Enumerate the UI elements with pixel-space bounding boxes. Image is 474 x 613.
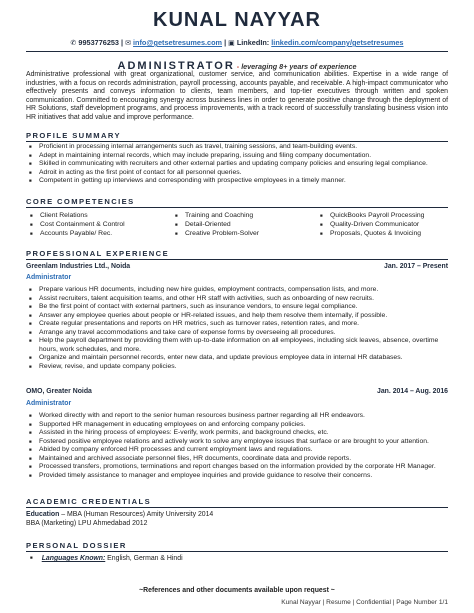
job-header bbox=[26, 388, 448, 395]
list-item: ■ Assist recruiters, talent acquisition teams, and other HR staff with activities, such as onboarding of new recruits. bbox=[26, 295, 448, 304]
competencies-grid bbox=[26, 211, 448, 238]
section-heading-academic-credentials: ACADEMIC CREDENTIALS bbox=[26, 497, 448, 508]
headline-title: ADMINISTRATOR bbox=[117, 60, 235, 72]
competency-item: ■ Client Relations bbox=[26, 211, 171, 220]
list-item: ■ Prepare various HR documents, including new hire guides, employment contracts, compensation lists, and more. bbox=[26, 286, 448, 295]
list-item: ■ Help the payroll department by providing them with up-to-date information on all employees, including sick leaves, absence, overtime hours, work schedules, and more. bbox=[26, 337, 448, 354]
list-item: ■ Review, revise, and update company policies. bbox=[26, 363, 448, 372]
email-link[interactable]: info@getsetresumes.com bbox=[133, 38, 223, 47]
competency-item: ■ Training and Coaching bbox=[171, 211, 316, 220]
languages-value: English, German & Hindi bbox=[105, 555, 183, 562]
competency-item: ■ Detail-Oriented bbox=[171, 220, 316, 229]
email-icon: ✉ bbox=[125, 40, 131, 47]
education-label: Education bbox=[26, 511, 60, 518]
headline-dash: - bbox=[234, 62, 242, 71]
list-item: ■ Supported HR management in educating employees on and enforcing company policies. bbox=[26, 421, 448, 430]
list-item: ■ Be the first point of contact with external partners, such as insurance vendors, to ensure legal compliance. bbox=[26, 303, 448, 312]
section-heading-core-competencies: CORE COMPETENCIES bbox=[26, 197, 448, 208]
list-item: ■ Fostered positive employee relations and actively work to solve any employee issues that surface or are brought to your attention. bbox=[26, 438, 448, 447]
competency-item: ■ Accounts Payable/ Rec. bbox=[26, 229, 171, 238]
list-item: ■ Worked directly with and report to the senior human resources business partner regarding all HR endeavors. bbox=[26, 412, 448, 421]
list-item: ■ Proficient in processing internal arrangements such as travel, training sessions, and team-building events. bbox=[26, 143, 448, 152]
list-item: ■ Organize and maintain personnel records, enter new data, and update previous employee data in internal HR databases. bbox=[26, 354, 448, 363]
competency-item: ■ QuickBooks Payroll Processing bbox=[316, 211, 456, 220]
separator: | bbox=[121, 38, 124, 47]
education-degree: MBA (Human Resources) Amity University 2014 bbox=[66, 511, 214, 518]
list-item: ■ Abided by company enforced HR processes and current employment laws and regulations. bbox=[26, 446, 448, 455]
job-bullets bbox=[26, 286, 448, 371]
company-name: Greenlam Industries Ltd., Noida bbox=[26, 263, 131, 270]
section-heading-personal-dossier: PERSONAL DOSSIER bbox=[26, 541, 448, 552]
job-header bbox=[26, 263, 448, 270]
summary-paragraph: Administrative professional with great organizational, customer service, and communication abilities. Expertise in a wide range of industries, with a focus on records administration, payroll processing, accounts payable, and receivable. A high-impact communicator who effectively presents and conveys information to clients, team members, and top-tier executives through written and spoken communication. Committed to encouraging synergy across business lines in order to generate positive change through the deployment of HR Solutions, staff development programs, and process improvements, with a track record of successfully translating business vision into HR initiatives that add value and improve performance. bbox=[26, 71, 448, 121]
headline-tagline: leveraging 8+ years of experience bbox=[241, 62, 357, 71]
list-item: ■ Provided timely assistance to manager and employee inquiries and provide guidance to resolve their concerns. bbox=[26, 472, 448, 481]
candidate-name: KUNAL NAYYAR bbox=[153, 9, 321, 31]
competency-item: ■ Cost Containment & Control bbox=[26, 220, 171, 229]
list-item: ■ Competent in getting up interviews and corresponding with prospective employees in a timely manner. bbox=[26, 177, 448, 186]
job-dates: Jan. 2014 – Aug. 2016 bbox=[377, 388, 448, 395]
contact-line bbox=[0, 38, 474, 47]
section-heading-profile-summary: PROFILE SUMMARY bbox=[26, 131, 448, 142]
list-item: ■ Assisted in the hiring process of employees: E-verify, work permits, and background checks, etc. bbox=[26, 429, 448, 438]
job-title: Administrator bbox=[26, 274, 72, 281]
company-name: OMO, Greater Noida bbox=[26, 388, 92, 395]
list-item: ■ Skilled in communicating with recruiters and other external parties and updating company policies and ensuring legal compliance. bbox=[26, 160, 448, 169]
section-heading-professional-experience: PROFESSIONAL EXPERIENCE bbox=[26, 249, 448, 260]
languages-label: Languages Known: bbox=[41, 555, 106, 562]
references-note: ~References and other documents available upon request ~ bbox=[139, 587, 335, 594]
profile-summary-list bbox=[26, 143, 448, 186]
separator: | bbox=[224, 38, 227, 47]
list-item: ■ Create regular presentations and reports on HR metrics, such as turnover rates, retention rates, and more. bbox=[26, 320, 448, 329]
job-title: Administrator bbox=[26, 400, 72, 407]
job-bullets bbox=[26, 412, 448, 480]
education-dash: – bbox=[59, 511, 67, 518]
linkedin-icon: ▣ bbox=[228, 40, 235, 47]
education-degree: BBA (Marketing) LPU Ahmedabad 2012 bbox=[26, 519, 148, 527]
education-block bbox=[26, 511, 448, 529]
list-item: ■ Adroit in acting as the first point of contact for all personnel queries. bbox=[26, 169, 448, 178]
linkedin-link[interactable]: linkedin.com/company/getsetresumes bbox=[271, 38, 404, 47]
list-item: ■ Adept in maintaining internal records, which may include preparing, issuing and filing company documentation. bbox=[26, 152, 448, 161]
list-item: ■ Arrange any travel accommodations and take care of expense forms by overseeing all procedures. bbox=[26, 329, 448, 338]
education-line bbox=[26, 511, 448, 520]
bullet-icon: ■ bbox=[30, 555, 33, 560]
phone-icon: ✆ bbox=[70, 40, 77, 47]
linkedin-label: LinkedIn: bbox=[236, 38, 270, 47]
page-footer: Kunal Nayyar | Resume | Confidential | Page Number 1/1 bbox=[281, 599, 448, 606]
competency-item: ■ Proposals, Quotes & Invoicing bbox=[316, 229, 456, 238]
list-item: ■ Answer any employee queries about people or HR-related issues, and help them resolve them internally, if possible. bbox=[26, 312, 448, 321]
competency-item: ■ Quality-Driven Communicator bbox=[316, 220, 456, 229]
header-divider bbox=[26, 51, 448, 52]
list-item: ■ Processed transfers, promotions, terminations and report changes based on the information provided by the corporate HR Manager. bbox=[26, 463, 448, 472]
languages-line bbox=[26, 555, 183, 562]
list-item: ■ Maintained and archived associate personnel files, HR documents, coordinate data and provide reports. bbox=[26, 455, 448, 464]
job-dates: Jan. 2017 – Present bbox=[384, 263, 448, 270]
phone-number: 9953776253 bbox=[78, 38, 119, 47]
competency-item: ■ Creative Problem-Solver bbox=[171, 229, 316, 238]
